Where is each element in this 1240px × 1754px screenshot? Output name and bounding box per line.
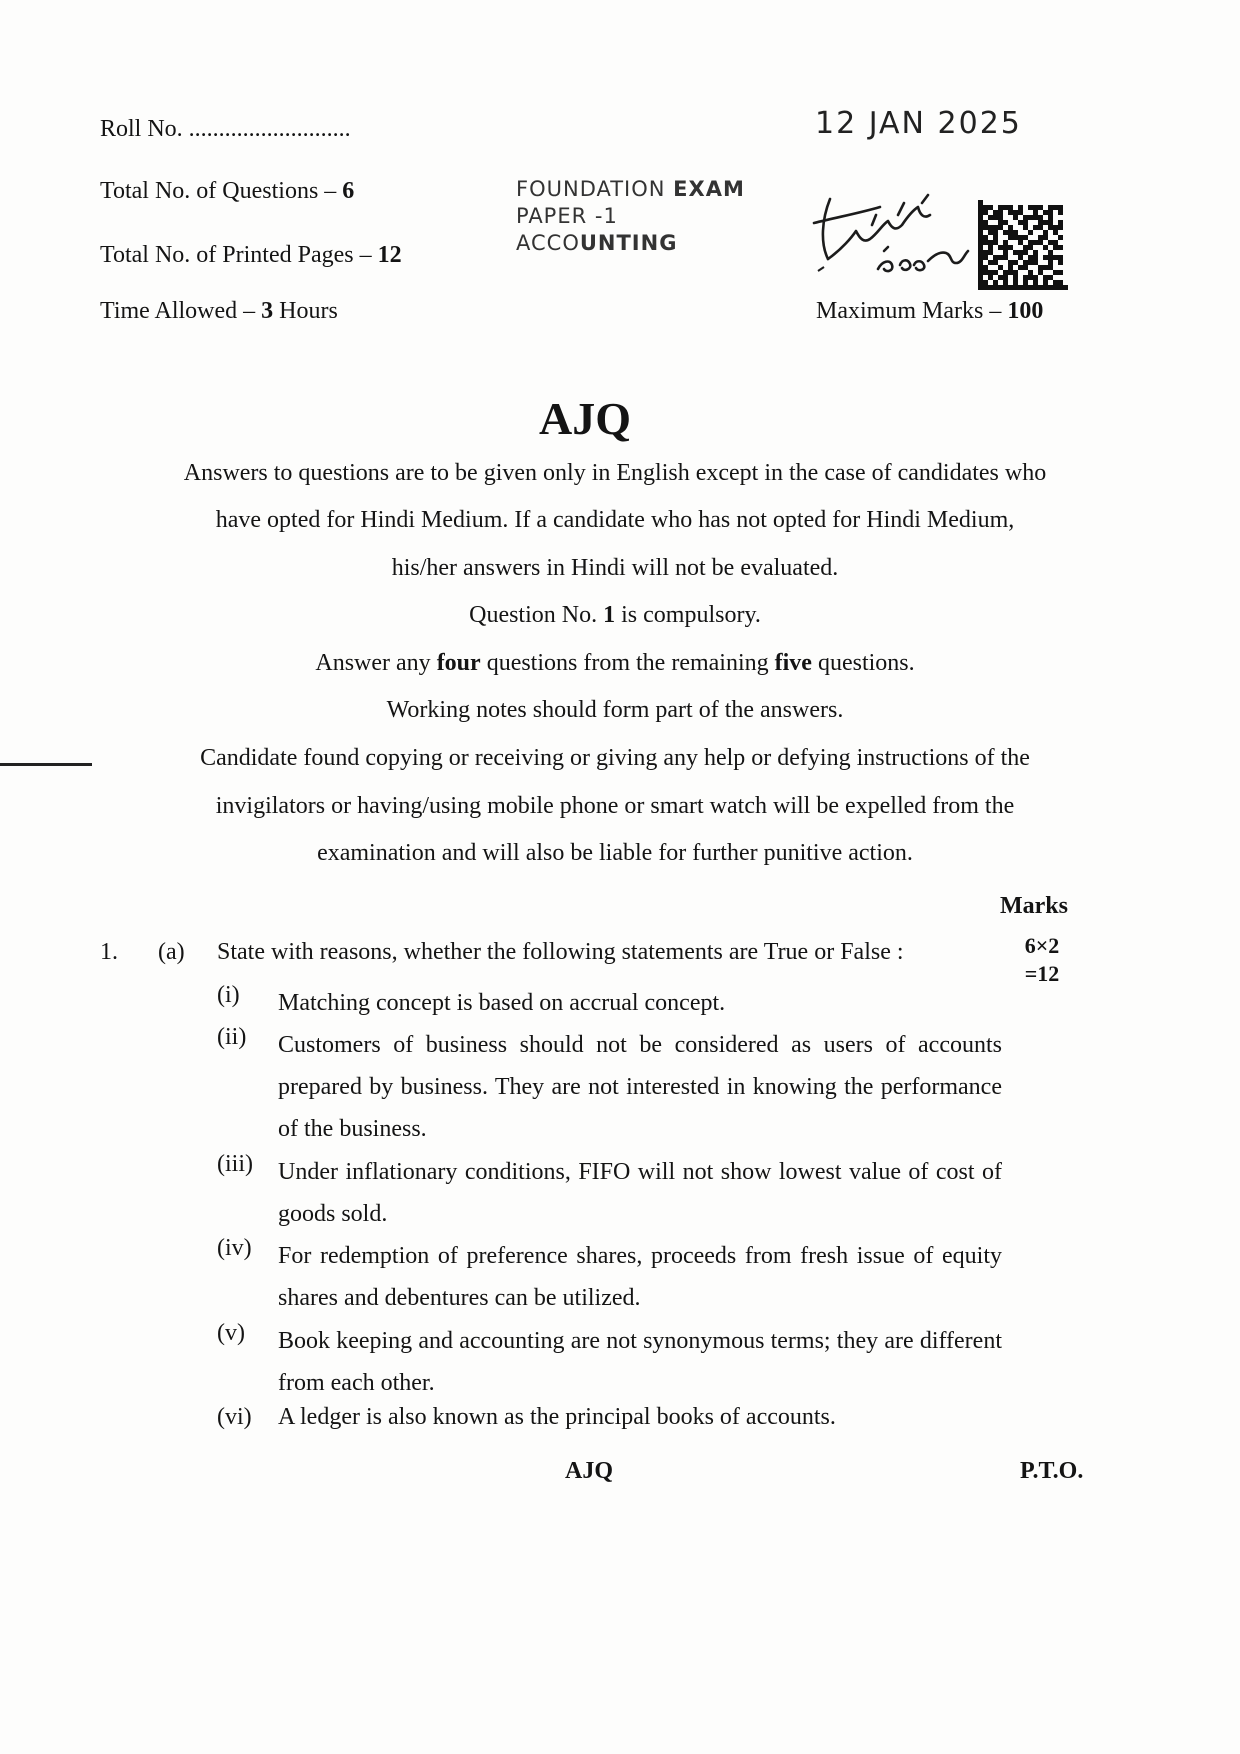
qr-code-icon	[978, 200, 1068, 290]
signature-icon	[808, 185, 978, 275]
question-part: (a)	[158, 939, 185, 965]
item-label: (ii)	[217, 1024, 247, 1050]
item-label: (iv)	[217, 1235, 252, 1261]
stamp-line-1	[516, 176, 745, 203]
warning-line-3: examination and will also be liable for further punitive action.	[317, 840, 913, 866]
item-text: Customers of business should not be considered as users of accounts prepared by business. They are not interested in knowing the performance of the business.	[278, 1032, 1002, 1142]
stamp-foundation: FOUNDATION	[516, 177, 674, 201]
date-stamp: 12 JAN 2025	[815, 106, 1022, 141]
item-label: (iii)	[217, 1151, 253, 1177]
max-marks-label: Maximum Marks –	[816, 298, 1002, 324]
question-marks	[1010, 932, 1074, 988]
warning-line-2: invigilators or having/using mobile phone or smart watch will be expelled from the	[215, 793, 1015, 819]
stamp-unting: UNTING	[579, 231, 678, 255]
footer-paper-code: AJQ	[565, 1458, 613, 1484]
marks-header: Marks	[1000, 893, 1068, 919]
roll-no: Roll No. ...........................	[100, 116, 351, 142]
compulsory-post: is compulsory.	[615, 602, 761, 628]
instruction-line-2: have opted for Hindi Medium. If a candidate who has not opted for Hindi Medium,	[215, 507, 1015, 533]
warning-line-1: Candidate found copying or receiving or giving any help or defying instructions of the	[200, 745, 1030, 771]
stamp-line-2: PAPER -1	[516, 204, 618, 228]
compulsory-num: 1	[603, 602, 616, 628]
stamp-line-3	[516, 230, 745, 257]
answer-mid: questions from the remaining	[480, 650, 775, 676]
time-label: Time Allowed –	[100, 298, 256, 324]
max-marks-value: 100	[1007, 298, 1044, 324]
item-label: (vi)	[217, 1404, 252, 1430]
working-notes: Working notes should form part of the answers.	[386, 697, 844, 723]
compulsory-pre: Question No.	[469, 602, 604, 628]
total-questions-value: 6	[342, 178, 355, 204]
answer-five: five	[774, 650, 812, 676]
marks-line-2: =12	[1024, 961, 1060, 986]
time-unit: Hours	[279, 298, 338, 324]
marks-line-1: 6×2	[1024, 933, 1060, 958]
item-text: A ledger is also known as the principal books of accounts.	[278, 1404, 836, 1430]
stamp-acco: ACCO	[516, 231, 580, 255]
item-label: (v)	[217, 1320, 245, 1346]
compulsory-note	[60, 602, 1170, 629]
question-text: State with reasons, whether the following statements are True or False :	[217, 939, 904, 965]
maximum-marks	[816, 298, 1043, 325]
item-text: Book keeping and accounting are not synonymous terms; they are different from each other.	[278, 1328, 1002, 1396]
total-questions	[100, 178, 354, 205]
item-text: For redemption of preference shares, proceeds from fresh issue of equity shares and debentures can be utilized.	[278, 1243, 1002, 1311]
stamp-exam: EXAM	[673, 177, 745, 201]
exam-stamp	[516, 176, 745, 257]
item-text: Matching concept is based on accrual concept.	[278, 990, 726, 1016]
answer-pre: Answer any	[315, 650, 437, 676]
answer-post: questions.	[811, 650, 915, 676]
item-text: Under inflationary conditions, FIFO will not show lowest value of cost of goods sold.	[278, 1159, 1002, 1227]
question-number: 1.	[100, 939, 118, 965]
answer-any-note	[60, 650, 1170, 677]
printed-pages-value: 12	[377, 242, 402, 268]
answer-four: four	[436, 650, 481, 676]
instruction-line-3: his/her answers in Hindi will not be evaluated.	[391, 555, 839, 581]
instruction-line-1: Answers to questions are to be given only in English except in the case of candidates who	[183, 460, 1047, 486]
item-label: (i)	[217, 982, 240, 1008]
time-allowed	[100, 298, 338, 325]
printed-pages	[100, 242, 402, 269]
total-questions-label: Total No. of Questions –	[100, 178, 337, 204]
paper-code-title: AJQ	[539, 393, 631, 444]
time-value: 3	[261, 298, 274, 324]
printed-pages-label: Total No. of Printed Pages –	[100, 242, 372, 268]
footer-pto: P.T.O.	[1020, 1458, 1084, 1484]
